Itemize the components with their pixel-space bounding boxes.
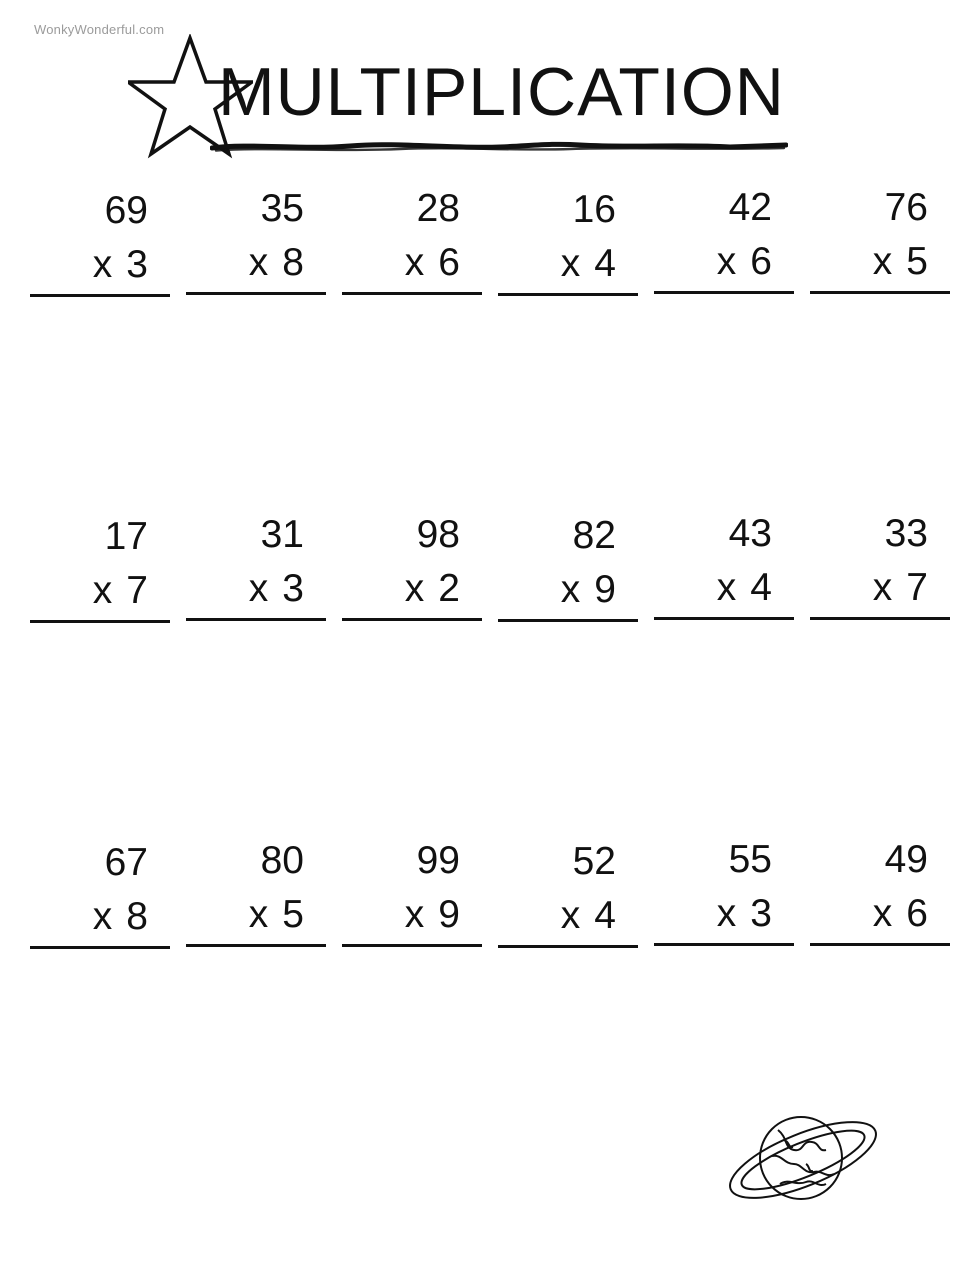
multiply-operator: x — [404, 567, 425, 610]
problem-operand-bottom — [30, 890, 170, 949]
problem-item — [654, 833, 794, 946]
problem-operand-top: 69 — [104, 189, 148, 232]
problem-operand-top: 28 — [416, 187, 460, 230]
problem-item — [810, 181, 950, 294]
problem-item — [30, 184, 170, 297]
problem-multiplier: 9 — [438, 893, 460, 936]
multiply-operator: x — [560, 242, 581, 285]
multiply-operator: x — [248, 893, 269, 936]
hand-drawn-underline — [210, 140, 788, 152]
multiply-operator: x — [248, 567, 269, 610]
multiply-operator: x — [716, 240, 737, 283]
multiply-operator: x — [560, 568, 581, 611]
problem-operand-bottom — [654, 561, 794, 620]
problem-operand-bottom — [654, 235, 794, 294]
problem-multiplier: 4 — [594, 242, 616, 285]
problem-operand-top: 67 — [104, 841, 148, 884]
problem-operand-top: 16 — [572, 188, 616, 231]
problem-multiplier: 5 — [906, 240, 928, 283]
problem-operand-top: 52 — [572, 840, 616, 883]
problem-operand-top: 82 — [572, 514, 616, 557]
problem-operand-bottom — [30, 564, 170, 623]
problem-operand-top: 33 — [884, 512, 928, 555]
problem-multiplier: 8 — [282, 241, 304, 284]
multiply-operator: x — [560, 894, 581, 937]
problem-item — [186, 834, 326, 947]
problem-multiplier: 2 — [438, 567, 460, 610]
multiply-operator: x — [248, 241, 269, 284]
problem-item — [498, 835, 638, 948]
problem-operand-bottom — [186, 236, 326, 295]
problem-multiplier: 4 — [594, 894, 616, 937]
problem-item — [654, 507, 794, 620]
multiply-operator: x — [92, 243, 113, 286]
problem-operand-bottom — [186, 562, 326, 621]
problem-operand-top: 76 — [884, 186, 928, 229]
problem-operand-top: 42 — [728, 186, 772, 229]
problem-item — [810, 507, 950, 620]
problem-operand-bottom — [342, 888, 482, 947]
multiply-operator: x — [404, 241, 425, 284]
multiply-operator: x — [716, 566, 737, 609]
problem-operand-top: 80 — [260, 839, 304, 882]
problem-operand-bottom — [342, 236, 482, 295]
problem-multiplier: 5 — [282, 893, 304, 936]
problem-multiplier: 7 — [906, 566, 928, 609]
problem-item — [30, 510, 170, 623]
problem-operand-bottom — [342, 562, 482, 621]
problem-multiplier: 3 — [126, 243, 148, 286]
problem-operand-top: 98 — [416, 513, 460, 556]
problem-multiplier: 6 — [750, 240, 772, 283]
problem-multiplier: 3 — [282, 567, 304, 610]
multiply-operator: x — [716, 892, 737, 935]
problem-operand-top: 55 — [728, 838, 772, 881]
problem-operand-bottom — [186, 888, 326, 947]
problem-multiplier: 6 — [438, 241, 460, 284]
problem-multiplier: 4 — [750, 566, 772, 609]
problem-multiplier: 8 — [126, 895, 148, 938]
problem-operand-bottom — [498, 563, 638, 622]
problem-operand-bottom — [30, 238, 170, 297]
problem-operand-top: 43 — [728, 512, 772, 555]
problem-item — [810, 833, 950, 946]
watermark: WonkyWonderful.com — [34, 22, 165, 37]
problem-operand-top: 31 — [260, 513, 304, 556]
problem-operand-top: 35 — [260, 187, 304, 230]
problem-item — [342, 182, 482, 295]
problem-item — [186, 508, 326, 621]
problem-operand-top: 49 — [884, 838, 928, 881]
multiply-operator: x — [872, 240, 893, 283]
problem-operand-top: 17 — [104, 515, 148, 558]
saturn-planet-icon — [718, 1092, 888, 1227]
multiply-operator: x — [872, 566, 893, 609]
problem-item — [186, 182, 326, 295]
problem-operand-bottom — [810, 235, 950, 294]
problem-multiplier: 6 — [906, 892, 928, 935]
problem-operand-bottom — [498, 237, 638, 296]
multiply-operator: x — [404, 893, 425, 936]
page-title: MULTIPLICATION — [218, 54, 785, 130]
problem-row — [0, 498, 980, 826]
problem-item — [342, 834, 482, 947]
problem-multiplier: 9 — [594, 568, 616, 611]
problem-row — [0, 170, 980, 498]
problem-item — [30, 836, 170, 949]
problem-operand-bottom — [810, 561, 950, 620]
worksheet-header — [0, 22, 980, 152]
problem-item — [342, 508, 482, 621]
problems-grid — [0, 170, 980, 1154]
problem-multiplier: 7 — [126, 569, 148, 612]
problem-operand-bottom — [810, 887, 950, 946]
problem-operand-top: 99 — [416, 839, 460, 882]
multiply-operator: x — [92, 895, 113, 938]
multiply-operator: x — [872, 892, 893, 935]
problem-operand-bottom — [654, 887, 794, 946]
multiply-operator: x — [92, 569, 113, 612]
problem-item — [654, 181, 794, 294]
problem-item — [498, 183, 638, 296]
problem-item — [498, 509, 638, 622]
problem-operand-bottom — [498, 889, 638, 948]
problem-multiplier: 3 — [750, 892, 772, 935]
